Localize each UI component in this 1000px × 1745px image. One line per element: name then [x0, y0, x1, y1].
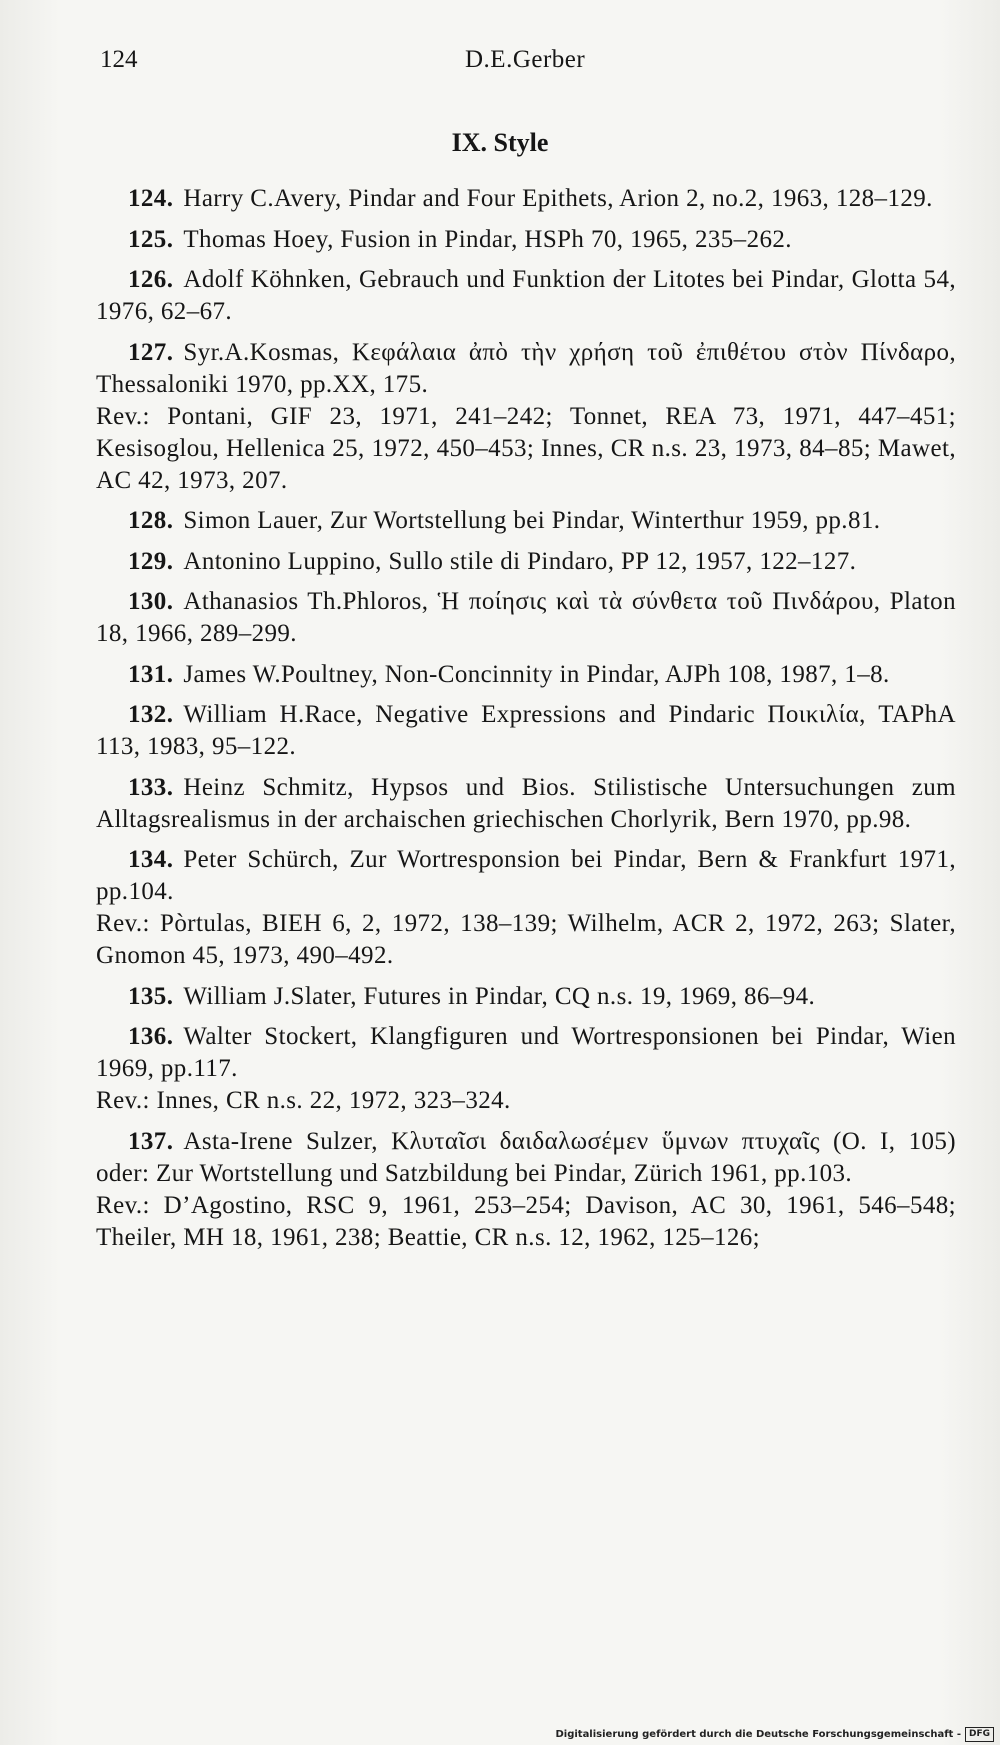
entry-number: 130.: [128, 588, 174, 615]
entry-text: [96, 264, 956, 328]
bibliography-entry: [96, 264, 956, 328]
entry-text: [96, 1126, 956, 1190]
entry-number: 125.: [128, 225, 174, 253]
entry-text: [96, 659, 956, 691]
entry-citation: William H.Race, Negative Expressions and Pindaric Ποικιλία, TAPhA 113, 1983, 95–122.: [96, 701, 956, 760]
entry-text: [96, 844, 956, 908]
entry-number: 135.: [128, 982, 174, 1010]
bibliography-entry: [96, 659, 956, 691]
entry-citation: Walter Stockert, Klangfiguren und Wortresponsionen bei Pindar, Wien 1969, pp.117.: [96, 1023, 956, 1082]
entry-review: Rev.: D’Agostino, RSC 9, 1961, 253–254; Davison, AC 30, 1961, 546–548; Theiler, MH 18, 1961, 238; Beattie, CR n.s. 12, 1962, 125–126;: [96, 1191, 956, 1251]
entry-review: Rev.: Pòrtulas, BIEH 6, 2, 1972, 138–139; Wilhelm, ACR 2, 1972, 263; Slater, Gnomon 45, 1973, 490–492.: [96, 910, 956, 969]
entry-citation: Adolf Köhnken, Gebrauch und Funktion der Litotes bei Pindar, Glotta 54, 1976, 62–67.: [96, 266, 956, 325]
entry-citation: William J.Slater, Futures in Pindar, CQ n.s. 19, 1969, 86–94.: [183, 982, 816, 1010]
entry-number: 136.: [128, 1023, 174, 1050]
bibliography-entry: [96, 337, 956, 497]
credit-text: Digitalisierung gefördert durch die Deutsche Forschungsgemeinschaft -: [555, 1729, 961, 1740]
entry-text: [96, 505, 956, 537]
page-header: [100, 46, 958, 86]
bibliography-entry: [96, 772, 956, 836]
entry-text: [96, 183, 956, 215]
entry-number: 131.: [128, 660, 174, 688]
entry-number: 127.: [128, 338, 174, 366]
entry-text: [96, 981, 956, 1013]
entry-review: Rev.: Innes, CR n.s. 22, 1972, 323–324.: [96, 1087, 511, 1114]
dfg-logo-icon: DFG: [965, 1727, 994, 1742]
entry-citation: Heinz Schmitz, Hypsos und Bios. Stilistische Untersuchungen zum Alltagsrealismus in der archaischen griechischen Chorlyrik, Bern 1970, pp.98.: [96, 773, 956, 833]
entry-review: Rev.: Pontani, GIF 23, 1971, 241–242; Tonnet, REA 73, 1971, 447–451; Kesisoglou, Hellenica 25, 1972, 450–453; Innes, CR n.s. 23, 1973, 84–85; Mawet, AC 42, 1973, 207.: [96, 402, 956, 494]
entry-number: 137.: [128, 1127, 174, 1155]
entry-citation: Athanasios Th.Phloros, Ἡ ποίησις καὶ τὰ σύνθετα τοῦ Πινδάρου, Platon 18, 1966, 289–299.: [96, 588, 956, 647]
entry-citation: Thomas Hoey, Fusion in Pindar, HSPh 70, 1965, 235–262.: [183, 225, 792, 253]
entry-number: 129.: [128, 547, 174, 575]
bibliography-entry: [96, 981, 956, 1013]
entry-number: 124.: [128, 185, 174, 212]
bibliography-entry: [96, 1126, 956, 1254]
entry-citation: Peter Schürch, Zur Wortresponsion bei Pindar, Bern & Frankfurt 1971, pp.104.: [96, 846, 956, 905]
bibliography-entry: [96, 224, 956, 256]
entry-number: 132.: [128, 701, 174, 728]
entry-number: 133.: [128, 773, 174, 801]
bibliography-entry: [96, 505, 956, 537]
entry-text: [96, 546, 956, 578]
bibliography-entry: [96, 183, 956, 215]
entry-citation: Syr.A.Kosmas, Κεφάλαια ἀπὸ τὴν χρήση τοῦ ἐπιθέτου στὸν Πίνδαρο, Thessaloniki 1970, pp.XX, 175.: [96, 338, 956, 398]
entry-text: [96, 586, 956, 650]
entry-text: [96, 337, 956, 401]
entry-citation: Harry C.Avery, Pindar and Four Epithets, Arion 2, no.2, 1963, 128–129.: [183, 185, 933, 212]
bibliography-entry: [96, 1021, 956, 1117]
entry-number: 126.: [128, 266, 174, 293]
entry-citation: Antonino Luppino, Sullo stile di Pindaro, PP 12, 1957, 122–127.: [183, 547, 857, 575]
bibliography-entry: [96, 699, 956, 763]
running-head: D.E.Gerber: [465, 46, 586, 73]
bibliography-list: [96, 183, 956, 1262]
entry-text: [96, 1021, 956, 1085]
bibliography-entry: [96, 546, 956, 578]
entry-citation: Asta-Irene Sulzer, Κλυταῖσι δαιδαλωσέμεν ὕμνων πτυχαῖς (O. I, 105) oder: Zur Wortstellung und Satzbildung bei Pindar, Zürich 1961, pp.103.: [96, 1127, 956, 1187]
digitization-credit: [555, 1727, 994, 1742]
entry-text: [96, 772, 956, 836]
bibliography-entry: [96, 586, 956, 650]
page-number: 124: [100, 46, 138, 73]
entry-citation: James W.Poultney, Non-Concinnity in Pindar, AJPh 108, 1987, 1–8.: [183, 660, 890, 688]
entry-number: 128.: [128, 507, 174, 534]
bibliography-entry: [96, 844, 956, 972]
section-title: IX. Style: [451, 128, 549, 157]
entry-number: 134.: [128, 846, 174, 873]
entry-text: [96, 699, 956, 763]
entry-citation: Simon Lauer, Zur Wortstellung bei Pindar, Winterthur 1959, pp.81.: [183, 507, 881, 534]
entry-text: [96, 224, 956, 256]
